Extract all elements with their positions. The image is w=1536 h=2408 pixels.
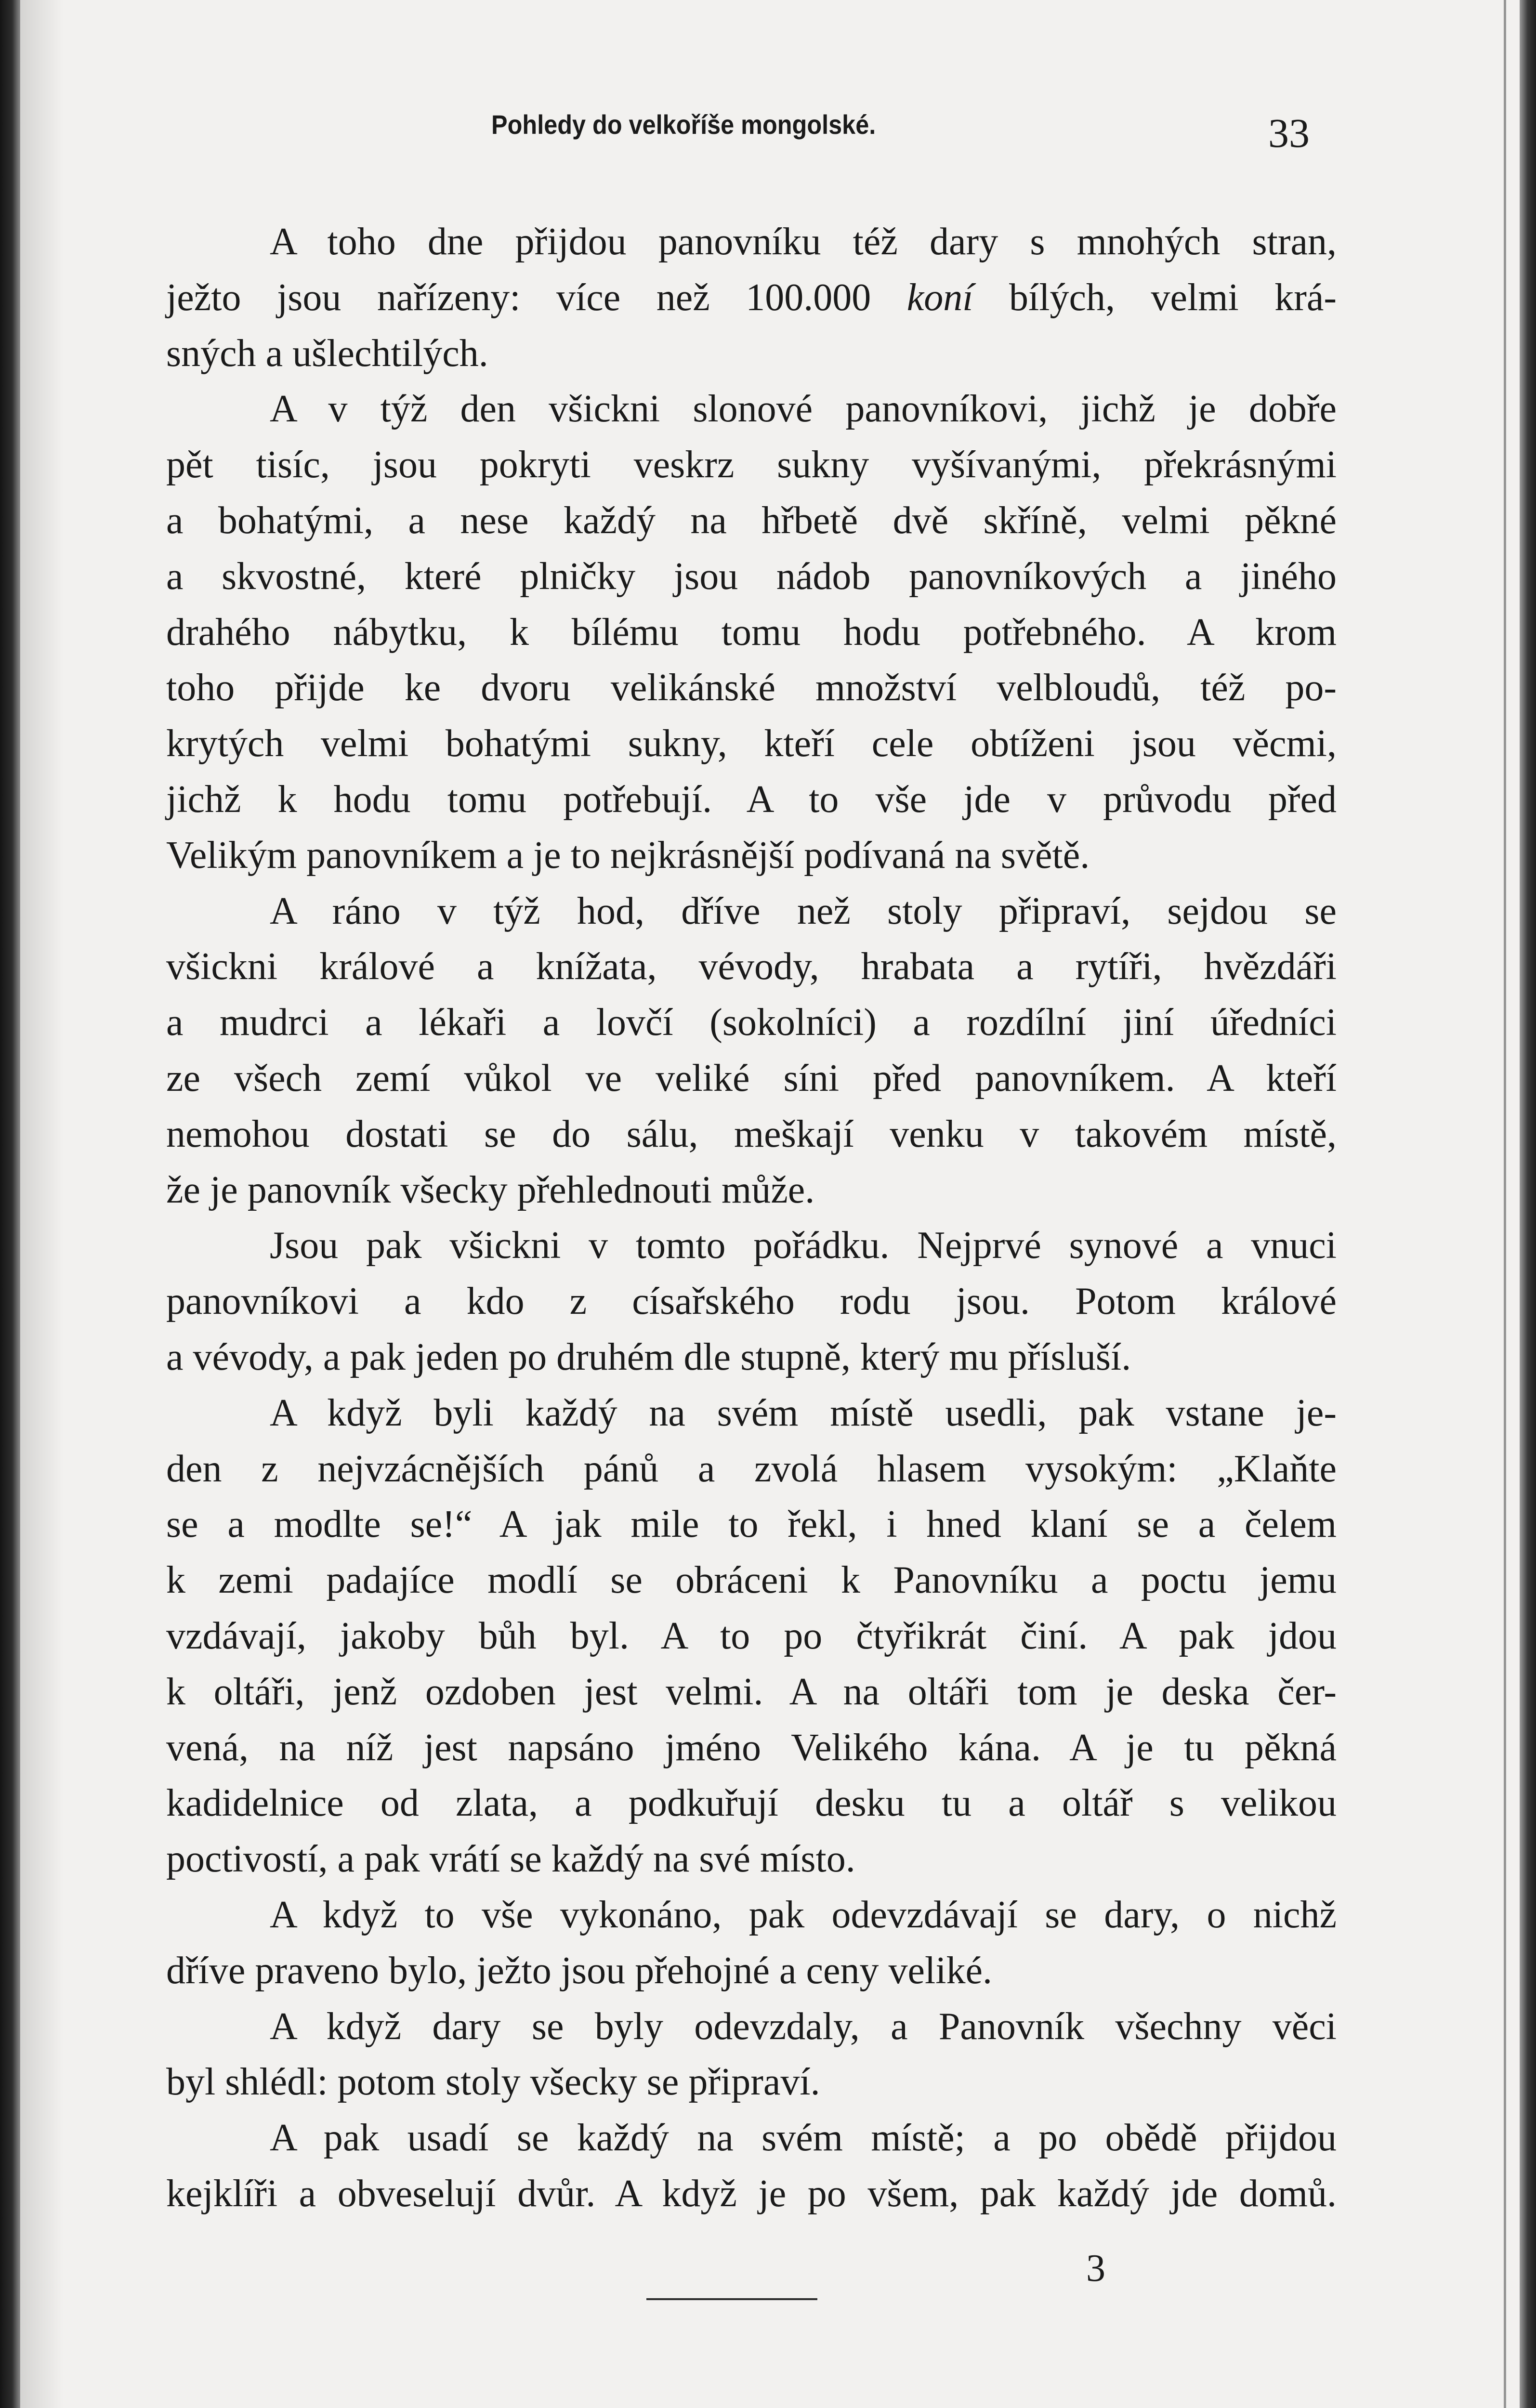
page-edge-line (1504, 0, 1506, 2408)
text-line: sných a ušlechtilých. (166, 332, 488, 375)
text-line: k zemi padajíce modlí se obráceni k Panovníku a poctu jemu (166, 1559, 1337, 1602)
page-number: 33 (1268, 110, 1310, 156)
text-segment: ježto jsou nařízeny: více než 100.000 (166, 276, 907, 319)
emphasis-word: koní (906, 276, 973, 319)
text-line: a skvostné, které plničky jsou nádob panovníkových a jiného (166, 555, 1337, 598)
text-line: jichž k hodu tomu potřebují. A to vše jde v průvodu před (166, 778, 1337, 821)
gutter-shadow (20, 0, 64, 2408)
text-line: k oltáři, jenž ozdoben jest velmi. A na oltáři tom je deska čer- (166, 1670, 1337, 1713)
text-line: byl shlédl: potom stoly všecky se připraví. (166, 2061, 820, 2104)
text-line: Jsou pak všickni v tomto pořádku. Nejprvé synové a vnuci (270, 1224, 1337, 1267)
page-edge-right (1520, 0, 1536, 2408)
text-line: toho přijde ke dvoru velikánské množství velbloudů, též po- (166, 667, 1337, 709)
text-line: panovníkovi a kdo z císařského rodu jsou. Potom králové (166, 1280, 1337, 1323)
text-line: krytých velmi bohatými sukny, kteří cele obtíženi jsou věcmi, (166, 722, 1337, 765)
text-line: se a modlte se!“ A jak mile to řekl, i hned klaní se a čelem (166, 1503, 1337, 1546)
text-line: a bohatými, a nese každý na hřbetě dvě skříně, velmi pěkné (166, 499, 1337, 542)
text-line: A když to vše vykonáno, pak odevzdávají se dary, o nichž (270, 1893, 1337, 1936)
running-title: Pohledy do velkoříše mongolské. (491, 109, 876, 140)
text-line: ze všech zemí vůkol ve veliké síni před panovníkem. A kteří (166, 1057, 1337, 1099)
text-line: drahého nábytku, k bílému tomu hodu potřebného. A krom (166, 611, 1337, 654)
text-line: a vévody, a pak jeden po druhém dle stupně, který mu přísluší. (166, 1335, 1131, 1378)
text-line: A toho dne přijdou panovníku též dary s mnohých stran, (270, 221, 1337, 263)
text-line: den z nejvzácnějších pánů a zvolá hlasem vysokým: „Klaňte (166, 1447, 1337, 1490)
text-line (166, 270, 1337, 326)
text-line: A v týž den všickni slonové panovníkovi, jichž je dobře (270, 388, 1337, 431)
text-line: kejklíři a obveselují dvůr. A když je po všem, pak každý jde domů. (166, 2172, 1337, 2215)
text-line: kadidelnice od zlata, a podkuřují desku tu a oltář s velikou (166, 1782, 1337, 1825)
text-line: Velikým panovníkem a je to nejkrásnější podívaná na světě. (166, 834, 1090, 877)
text-line: A když dary se byly odevzdaly, a Panovník všechny věci (270, 2005, 1337, 2048)
text-line: A pak usadí se každý na svém místě; a po obědě přijdou (270, 2117, 1337, 2159)
text-line: pět tisíc, jsou pokryti veskrz sukny vyšívanými, překrásnými (166, 444, 1337, 486)
text-line: vená, na níž jest napsáno jméno Velikého kána. A je tu pěkná (166, 1726, 1337, 1769)
text-line: všickni králové a knížata, vévody, hrabata a rytíři, hvězdáři (166, 945, 1337, 988)
body-text (166, 214, 1337, 2222)
footer-rule (646, 2298, 817, 2300)
text-line: vzdávají, jakoby bůh byl. A to po čtyřikrát činí. A pak jdou (166, 1614, 1337, 1657)
text-line: a mudrci a lékaři a lovčí (sokolníci) a rozdílní jiní úředníci (166, 1001, 1337, 1044)
text-line: dříve praveno bylo, ježto jsou přehojné a ceny veliké. (166, 1949, 992, 1992)
text-line: poctivostí, a pak vrátí se každý na své místo. (166, 1838, 855, 1881)
text-line: nemohou dostati se do sálu, meškají venku v takovém místě, (166, 1112, 1337, 1155)
text-line: A ráno v týž hod, dříve než stoly připraví, sejdou se (270, 890, 1337, 932)
text-line: A když byli každý na svém místě usedli, pak vstane je- (270, 1391, 1337, 1434)
text-line: že je panovník všecky přehlednouti může. (166, 1168, 815, 1211)
text-segment: bílých, velmi krá- (973, 276, 1337, 319)
signature-mark: 3 (1086, 2247, 1105, 2290)
binding-edge-left (0, 0, 20, 2408)
